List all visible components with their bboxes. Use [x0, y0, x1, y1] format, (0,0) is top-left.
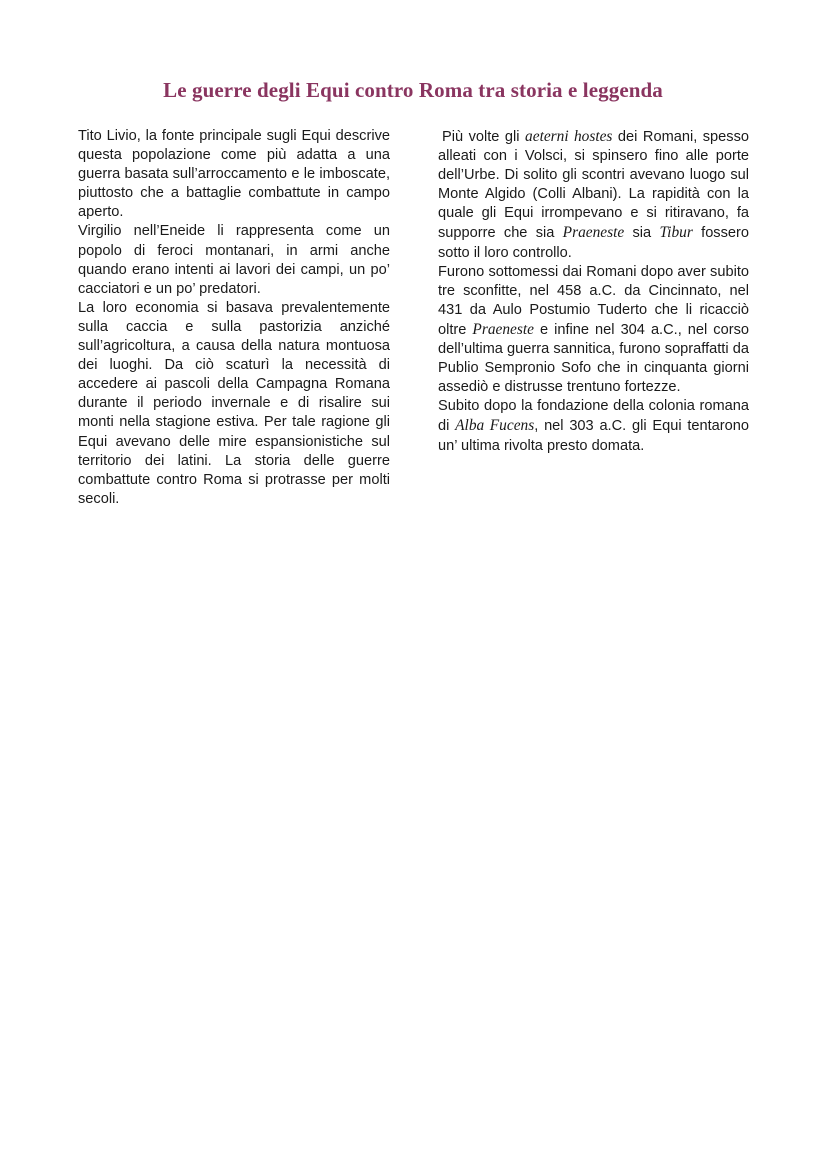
text-run: dei Romani, spesso alleati con i Volsci, si spinsero fino alle porte dell’Urbe. Di solito gli scontri avevano luogo sul Monte Algido (Colli Albani). La rapidità con la quale gli Equi irrompevano e si ritiravano, fa supporre che sia: [438, 129, 749, 242]
latin-term-praeneste: Praeneste: [562, 224, 625, 242]
right-column: [438, 127, 749, 456]
latin-term-alba-fucens: Alba Fucens: [455, 417, 535, 435]
page-title: Le guerre degli Equi contro Roma tra storia e leggenda: [163, 78, 663, 103]
left-column: [78, 127, 390, 509]
text-run: e infine nel 304 a.C., nel corso dell’ultima guerra sannitica, furono sopraffatti da Publio Sempronio Sofo che in cinquanta giorni assediò e distrusse trentuno fortezze.: [438, 321, 749, 396]
latin-term-tibur: Tibur: [659, 224, 693, 242]
text-run: Più volte gli: [442, 129, 526, 145]
text-run: sia: [624, 225, 660, 242]
text-run: , nel 303 a.C. gli Equi tentarono un’ ultima rivolta presto domata.: [438, 418, 750, 454]
paragraph-tito-livio: Tito Livio, la fonte principale sugli Equi descrive questa popolazione come più adatta a una guerra basata sull’arroccamento e le imboscate, piuttosto che a battaglie combattute in campo aperto.: [78, 128, 390, 221]
text-run: Subito dopo la fondazione della colonia romana di: [438, 398, 749, 435]
text-run: fossero sotto il loro controllo.: [438, 225, 749, 261]
paragraph-aeterni-hostes: [438, 127, 749, 263]
latin-term-praeneste: Praeneste: [472, 320, 534, 338]
text-run: Furono sottomessi dai Romani dopo aver subito tre sconfitte, nel 458 a.C. da Cincinnato, nel 431 da Aulo Postumio Tuderto che li ricacciò oltre: [438, 263, 749, 338]
paragraph-virgilio: Virgilio nell’Eneide li rappresenta come un popolo di feroci montanari, in armi anche quando erano intenti ai lavori dei campi, un po’ cacciatori e un po’ predatori.: [78, 223, 390, 297]
paragraph-economia: La loro economia si basava prevalentemente sulla caccia e sulla pastorizia anziché sull’agricoltura, a causa della natura montuosa dei luoghi. Da ciò scaturì la necessità di accedere ai pascoli della Campagna Romana durante il periodo invernale e di risalire sui monti nella stagione estiva. Per tale ragione gli Equi avevano delle mire espansionistiche sul territorio dei latini. La storia delle guerre combattute contro Roma si protrasse per molti secoli.: [78, 299, 390, 507]
paragraph-alba-fucens: [438, 397, 749, 455]
latin-term-aeterni-hostes: aeterni hostes: [525, 128, 613, 145]
paragraph-sottomessi: [438, 263, 749, 398]
